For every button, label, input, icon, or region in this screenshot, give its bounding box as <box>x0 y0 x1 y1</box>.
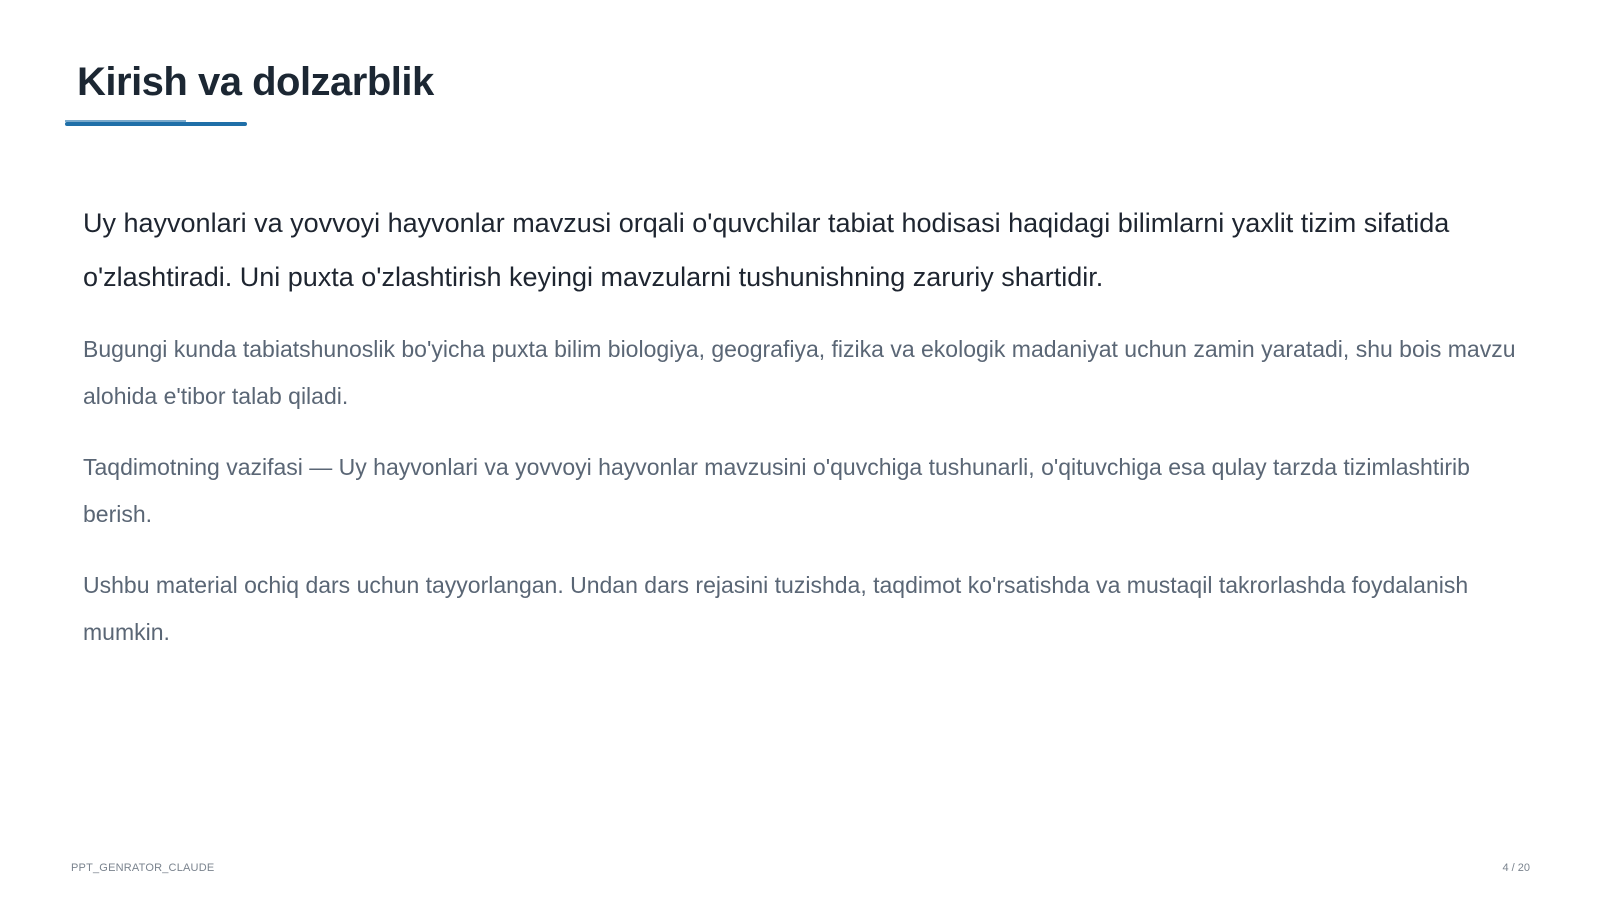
body-paragraph-1: Bugungi kunda tabiatshunoslik bo'yicha puxta bilim biologiya, geografiya, fizika va ekologik madaniyat uchun zamin yaratadi, shu bois mavzu alohida e'tibor talab qiladi. <box>83 336 1516 409</box>
footer-brand: PPT_GENRATOR_CLAUDE <box>71 862 215 874</box>
page-indicator: 4 / 20 <box>1502 862 1530 874</box>
slide-body <box>83 196 1523 680</box>
body-paragraph-2: Taqdimotning vazifasi — Uy hayvonlari va yovvoyi hayvonlar mavzusini o'quvchiga tushunarli, o'qituvchiga esa qulay tarzda tizimlashtirib berish. <box>83 454 1470 527</box>
lead-paragraph: Uy hayvonlari va yovvoyi hayvonlar mavzusi orqali o'quvchilar tabiat hodisasi haqidagi bilimlarni yaxlit tizim sifatida o'zlashtiradi. Uni puxta o'zlashtirish keyingi mavzularni tushunishning zaruriy shartidir. <box>83 208 1450 292</box>
slide-title: Kirish va dolzarblik <box>77 60 434 104</box>
body-paragraph-3: Ushbu material ochiq dars uchun tayyorlangan. Undan dars rejasini tuzishda, taqdimot ko'rsatishda va mustaqil takrorlashda foydalanish mumkin. <box>83 572 1469 645</box>
title-underline <box>65 122 247 126</box>
